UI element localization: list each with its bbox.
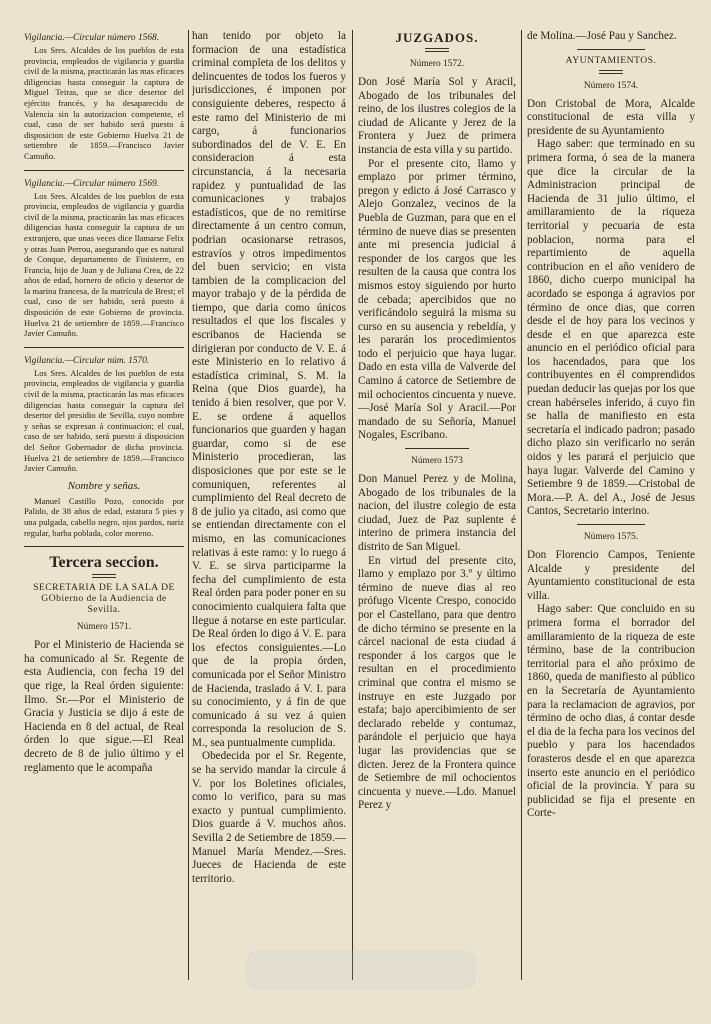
column-4: [527, 30, 695, 821]
notice-body: Don José María Sol y Aracil, Abogado de los tribunales del reino, de los ilustres colegios de la ciudad de Alicante y Jerez de la Frontera y Juez de primera instancia de esta villa y su partido.: [358, 76, 516, 156]
notice-body: Por el Ministerio de Hacienda se ha comunicado al Sr. Regente de esta Audiencia, con fecha 19 del que rige, la Real órden siguiente: Ilmo. Sr.—Por el Ministerio de Gracia y Justicia se dijo á este de Hacienda en 8 del actual, de Real órden lo que sigue.—El Real decreto de 8 de julio último y el reglamento que le acompaña: [24, 639, 184, 774]
circular-heading: Vigilancia.—Circular número 1569.: [24, 178, 160, 189]
notice-body: Hago saber: Que concluido en su primera forma el borrador del amillaramiento de la riqueza de este término, base de la contribucion territorial para el año próximo de 1860, queda de manifiesto al público en la Secretaría de Ayuntamiento para la reclamacion de agravios, por término de ocho dias, á contar desde el dia de la fecha para los vecinos del pueblo y para los hacendados forasteros desde el en que aparezca inserto este anuncio en el periódico oficial de la provincia. Y para su publicidad se fija el presente en Corte-: [527, 603, 695, 820]
circular-heading: Vigilancia.—Circular número 1568.: [24, 33, 160, 43]
column-3: [358, 30, 516, 813]
column-2: [192, 30, 346, 886]
notice-number: Número 1572.: [409, 59, 465, 69]
notice-body: han tenido por objeto la formacion de una estadística criminal completa de los delitos y delincuentes de todos los fueros y jurisdicciones, é imponen por consiguiente deberes, respecto á este ramo del Ministerio de mi cargo, á funcionarios subordinados del de V. E. En consideracion á esta circunstancia, á la necesaria rapidez y puntualidad de las comunicaciones y trabajos estadísticos, que de no remitirse directamente á un centro comun, podrian ocasionarse retrasos, estravíos y otros impedimentos del buen servicio; en vista tambien de la complicacion del mayor trabajo y de la pérdida de tiempo, que daria como únicos resultados el que los fiscales y escribanos de Hacienda se dirigieran por conducto de V. E. á este Ministerio en lo relativo á estadística criminal, S. M. la Reina (que Dios guarde), ha tenido á bien resolver, que por V. E. se ordene á aquellos funcionarios que guarden y hagan guardar, como si de ese Ministerio procedieran, las disposiciones que por este se le comuniquen, referentes al cumplimiento del Real decreto de 8 de julio ya citado, asi como que se entiendan directamente con el mismo, en las comunicaciones relativas á este ramo: y lo ruego á V. E. se sirva participarme la fecha del cumplimiento de esta Real órden para poder poner en su conocimiento cualquiera falta que llegue á notarse en este particular. De Real órden lo digo á V. E. para los efectos consiguientes.—Lo que de la propia órden, comunicada por el Señor Ministro de Hacienda, traslado á V. I. para su conocimiento, y á fin de que comunicado á su vez á quien corresponda la resolucion de S. M., sea puntualmente cumplida.: [192, 30, 346, 749]
ornament-rule: [92, 574, 116, 578]
notice-number: Número 1575.: [583, 532, 639, 542]
divider: [577, 49, 644, 50]
secretaria-heading: SECRETARIA DE LA SALA DE GObierno de la Audiencia de Sevilla.: [33, 582, 175, 616]
circular-body: Los Sres. Alcaldes de los pueblos de esta provincia, empleados de vigilancia y guardia civil de la misma, practicarán las mas eficaces diligencias hasta conseguir la captura de Miguel Teiras, que se dice desertor del ejército francés, y ha desaparecido de Valencia sin la autorizacion competente, el cual, caso de ser habido será puesto á disposicion de este Gobierno Huelva 21 de setiembre de 1859.—Francisco Javier Camuño.: [24, 45, 184, 161]
notice-body: Obedecida por el Sr. Regente, se ha servido mandar la circule á V. por los Boletines oficiales, como lo verifico, para su mas exacto y puntual cumplimiento. Dios guarde á V. muchos años. Sevilla 2 de Setiembre de 1859.—Manuel María Mendez.—Sres. Jueces de Hacienda de este territorio.: [192, 750, 346, 885]
circular-body: Los Sres. Alcaldes de los pueblos de esta provincia, empleados de vigilancia y guardia civil de la misma, practicarán las mas eficaces diligencias hasta conseguir la captura de un extranjero, que unas veces dice llamarse Felix y otras Juan Perrou, asegurando que es natural de Conque, departamento de Finisterre, en Francia, hijo de Juan y de Juliana Crea, de 22 años de edad, hornero de oficio y desertor de la marina francesa, de la matrícula de Brest; el cual, caso de ser habido, será puesto á disposición de este Gobierno de provincia. Huelva 21 de setiembre de 1859.—Francisco Javier Camuño.: [24, 190, 184, 339]
section-title: Tercera seccion.: [49, 554, 159, 572]
notice-body: Don Florencio Campos, Teniente Alcalde y presidente del Ayuntamiento constitucional de esta villa.: [527, 549, 695, 602]
notice-body: Don Cristobal de Mora, Alcalde constitucional de esta villa y presidente de su Ayuntamiento: [527, 97, 695, 137]
watermark-mark: [226, 940, 496, 1000]
circular-body: Los Sres. Alcaldes de los pueblos de esta provincia, empleados de vigilancia y guardia civil de la misma, practicarán las mas eficaces diligencias hasta conseguir la captura del desertor del presidio de Sevilla, cuyo nombre y señas se expresan á continuacion; el cual, caso de ser habido, será puesto á disposicion del Señor Gobernador de dicha provincia. Huelva 21 de setiembre de 1859.—Francisco Javier Camuño.: [24, 367, 184, 474]
ornament-rule: [425, 48, 449, 52]
column-1: [24, 30, 184, 775]
divider: [24, 546, 184, 547]
notice-body: Hago saber: que terminado en su primera forma, ó sea de la manera que dice la circular de la Administracion principal de Hacienda de 31 julio último, el amillaramiento de la riqueza territorial y pecuaria de esta poblacion, norma para el repartimiento de aquella contribucion en el año venidero de 1860, dicho cuerpo municipal ha acordado se esponga á agravios por término de once dias, que corren desde el de hoy para los vecinos y desde el en que aparezca este anuncio en el periódico oficial para los hacendados, para que los contribuyentes en él comprendidos puedan deducir las quejas por los que crean habérseles inferido, á cuyo fin se halla de manifiesto en esta secretaría el indicado padron; pasado dicho plazo sin verificarlo no serán oidos y les parará el perjuicio que haya lugar. Valverde del Camino y Setiembre 9 de 1859.—Cristobal de Mora.—P. A. del A., José de Jesus Cantos, Secretario interino.: [527, 138, 695, 518]
divider: [24, 347, 184, 348]
notice-body: Don Manuel Perez y de Molina, Abogado de los tribunales de la nacion, del ilustre colegio de esta ciudad, Juez de Paz suplente é interino de primera instancia del distrito de San Miguel.: [358, 473, 516, 553]
divider: [405, 448, 468, 449]
description-text: Manuel Castillo Pozo, conocido por Palido, de 38 años de edad, estatura 5 pies y una pulgada, cabello negro, ojos pardos, nariz regular, barba poblada, color moreno.: [24, 495, 184, 538]
column-rule: [188, 30, 189, 980]
divider: [24, 170, 184, 171]
notice-body: Por el presente cito, llamo y emplazo por primer término, pregon y edicto á José Carrasco y Alejo Gonzalez, vecinos de la Puebla de Guzman, para que en el término de nueve dias se presenten ante mi presencia judicial á responder de los cargos que les resulten de la causa que contra los mismos estoy siguiendo por hurto de cebada; apercibidos que no verificándolo seguirá la misma su curso en su ausencia y rebeldía, y les pararán los procedimientos todo el perjuicio que haya lugar. Dado en esta villa de Valverde del Camino á catorce de Setiembre de mil ochocientos cincuenta y nueve.—José María Sol y Aracil.—Por mandado de su Señoría, Manuel Nogales, Escribano.: [358, 157, 516, 442]
section-heading: AYUNTAMIENTOS.: [565, 54, 657, 66]
section-heading: JUZGADOS.: [395, 30, 479, 45]
notice-number: Número 1573: [411, 456, 463, 467]
notice-number: Número 1571.: [76, 622, 132, 633]
divider: [577, 524, 644, 525]
column-rule: [521, 30, 522, 980]
notice-body: de Molina.—José Pau y Sanchez.: [527, 30, 677, 42]
subheading: Nombre y señas.: [67, 479, 141, 492]
notice-number: Número 1574.: [583, 80, 639, 91]
circular-heading: Vigilancia.—Circular núm. 1570.: [24, 355, 150, 366]
column-rule: [352, 30, 353, 980]
notice-body: En virtud del presente cito, llamo y emplazo por 3.º y último término de nueve dias al reo prófugo Vicente Crespo, conocido por el Castellano, para que dentro de dicho término se presente en la cárcel nacional de esta ciudad á responder á los cargos que le resultan en el procedimiento criminal que contra el mismo se instruye en este Juzgado por estafa; bajo apercibimiento de ser declarado rebelde y contumaz, parándole el perjuicio que haya lugar las providencias que se dicten. Jerez de la Frontera quince de Setiembre de mil ochocientos cincuenta y nueve.—Ldo. Manuel Perez y: [358, 554, 516, 812]
ornament-rule: [599, 70, 623, 74]
